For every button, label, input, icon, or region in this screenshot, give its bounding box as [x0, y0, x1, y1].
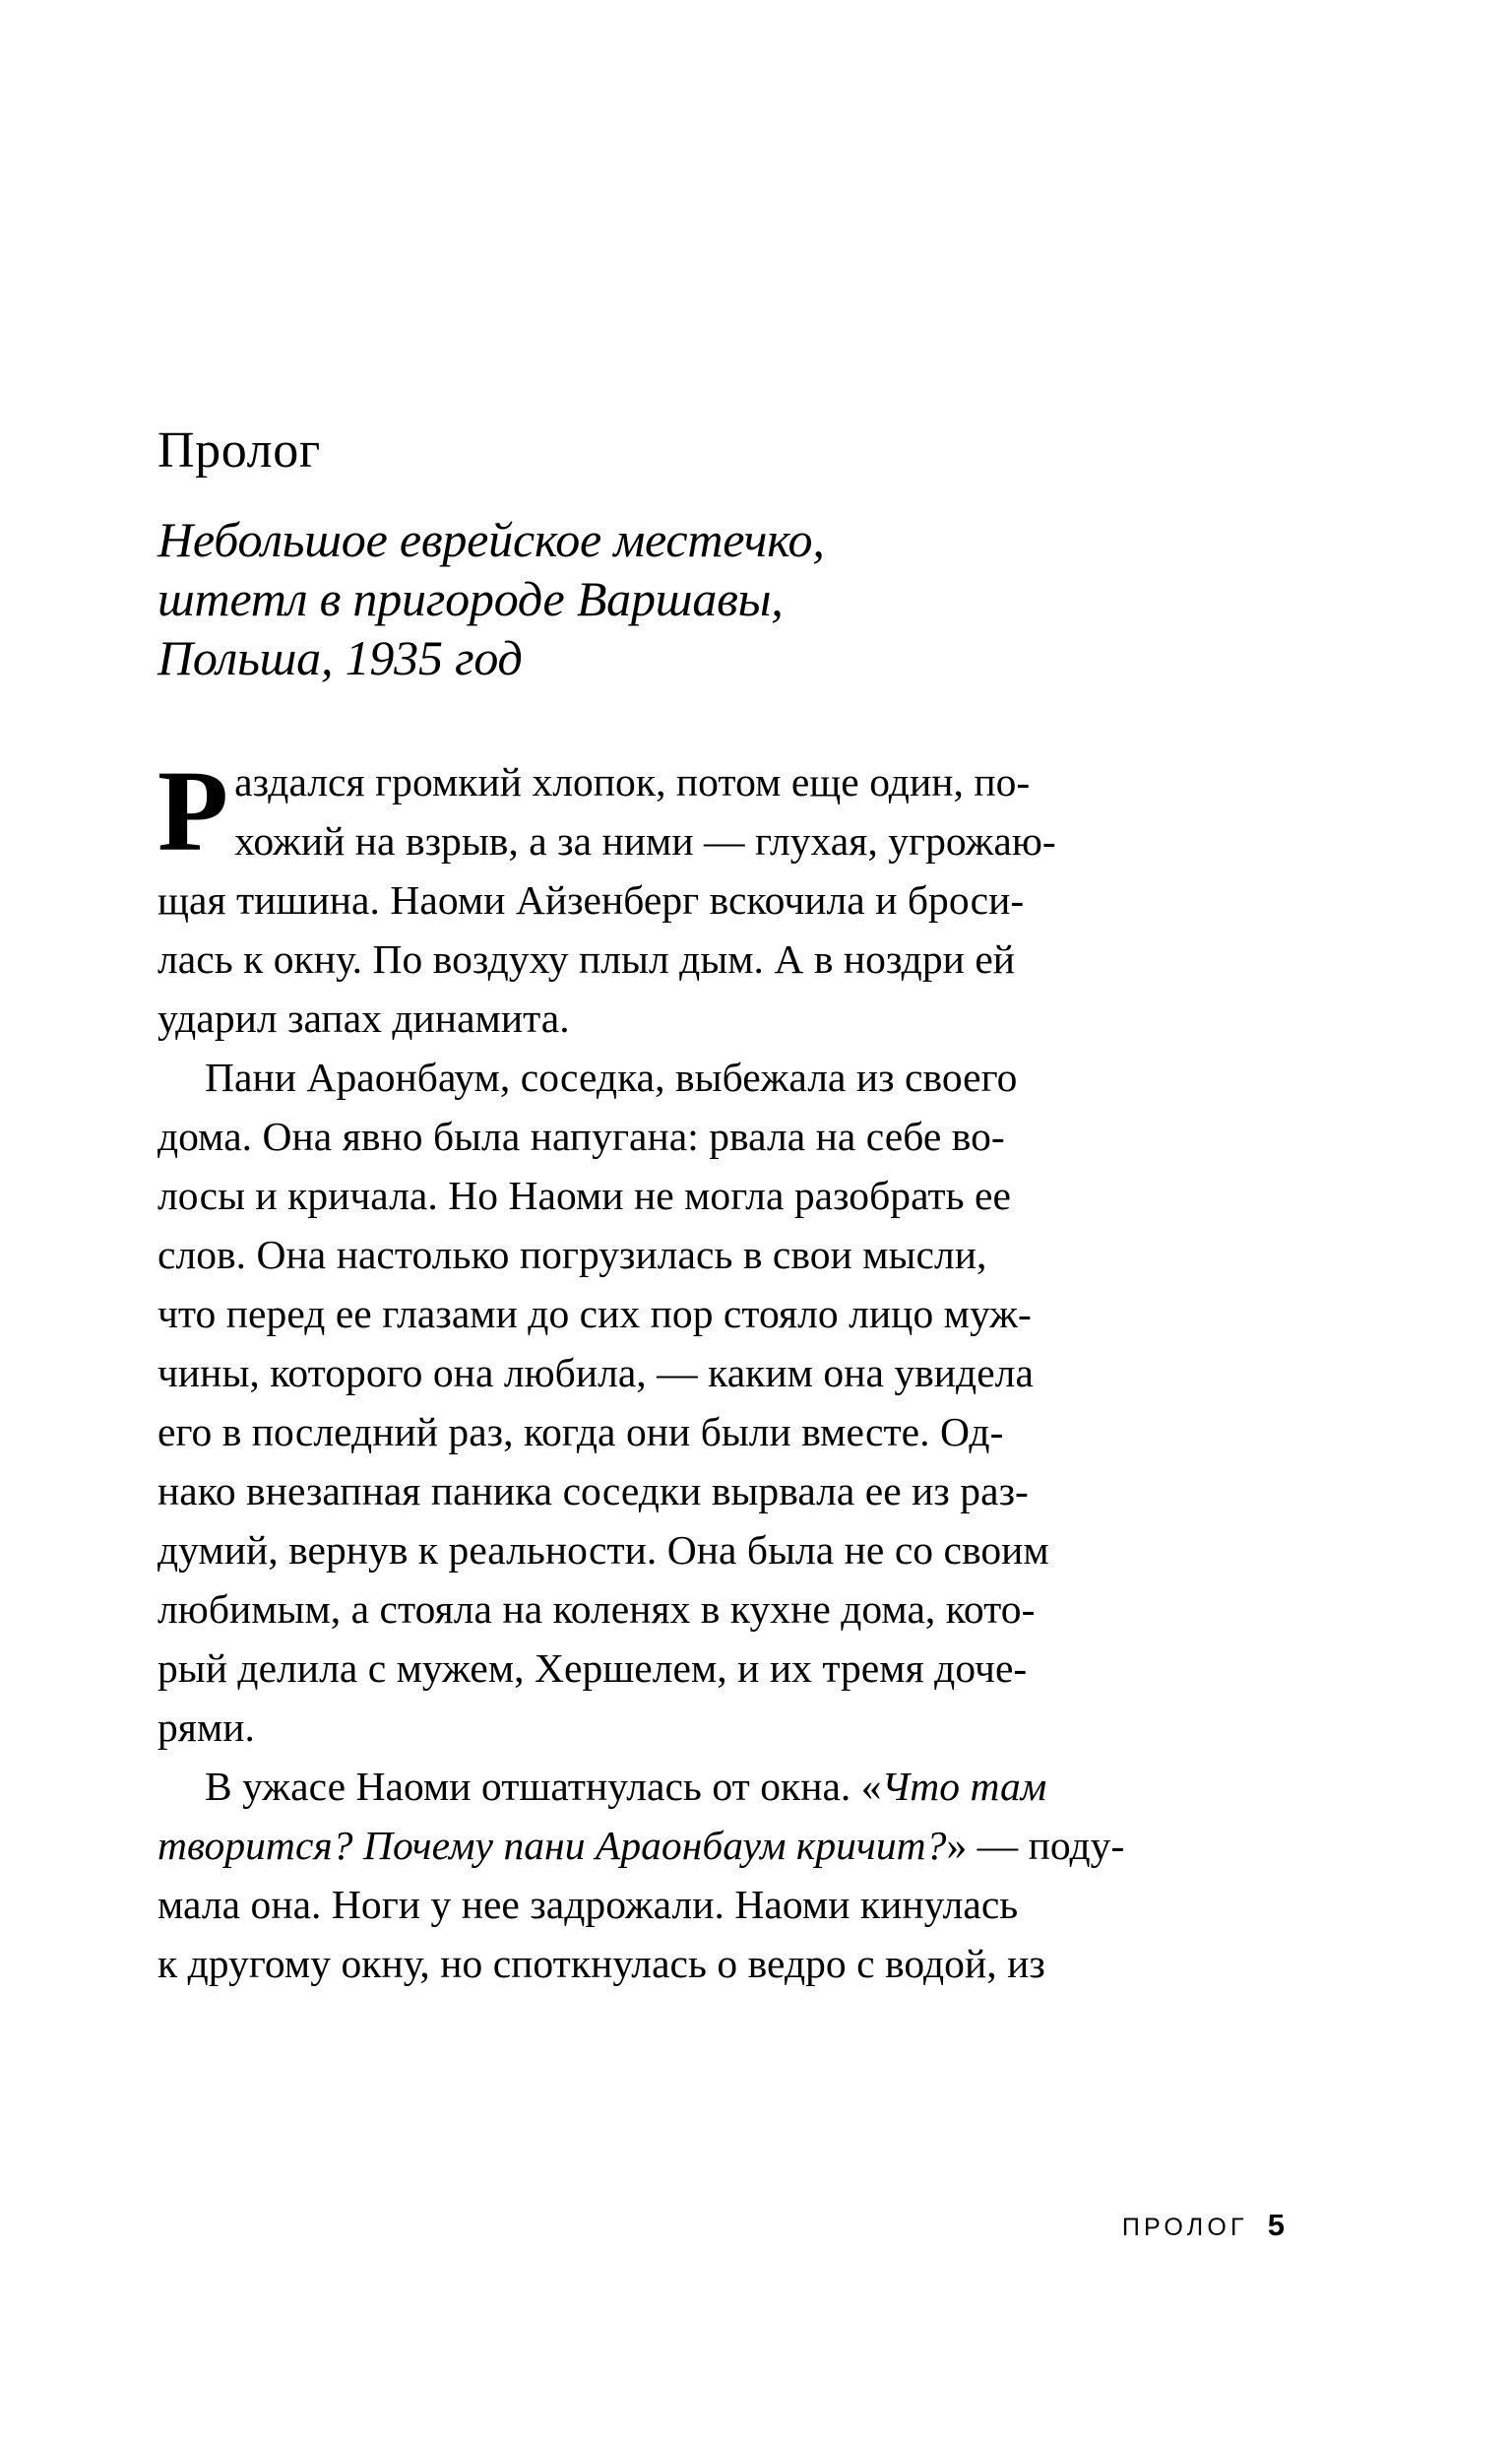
paragraph-3-line-4: к другому окну, но споткнулась о ведро с водой, из — [158, 1941, 1045, 1986]
page-content — [158, 0, 1285, 1993]
paragraph-2-line-2: дома. Она явно была напугана: рвала на себе во- — [158, 1114, 1005, 1159]
paragraph-2-line-1: Пани Араонбаум, соседка, выбежала из своего — [205, 1055, 1018, 1100]
paragraph-2-line-3: лосы и кричала. Но Наоми не могла разобрать ее — [158, 1173, 1011, 1218]
paragraph-1-line-4: лась к окну. По воздуху плыл дым. А в ноздри ей — [158, 936, 1016, 982]
paragraph-1-line-5: ударил запах динамита. — [158, 996, 570, 1041]
paragraph-1 — [158, 752, 1285, 1048]
chapter-subtitle — [158, 477, 1285, 687]
paragraph-1-line-3: щая тишина. Наоми Айзенберг вскочила и броси- — [158, 877, 1025, 923]
running-head: ПРОЛОГ — [1121, 2214, 1248, 2241]
paragraph-2-line-10: любимым, а стояла на коленях в кухне дома, кото- — [158, 1586, 1036, 1632]
chapter-label: Пролог — [158, 422, 321, 479]
chapter-subtitle-line-1: Небольшое еврейское местечко, — [158, 512, 825, 567]
paragraph-3-line-1 — [158, 1757, 1285, 1816]
paragraph-3-line-3: мала она. Ноги у нее задрожали. Наоми кинулась — [158, 1882, 1019, 1927]
paragraph-3-line-1-plain: В ужасе Наоми отшатнулась от окна. « — [205, 1764, 882, 1809]
paragraph-2-line-5: что перед ее глазами до сих пор стояло лицо муж- — [158, 1291, 1032, 1336]
paragraph-1-line-2: хожий на взрыв, а за ними — глухая, угрожаю- — [234, 818, 1056, 864]
chapter-subtitle-line-2: штетл в пригороде Варшавы, — [158, 571, 784, 626]
page-number: 5 — [1267, 2208, 1285, 2242]
paragraph-3-line-2 — [158, 1816, 1285, 1875]
paragraph-3-line-1-italic: Что там — [881, 1764, 1047, 1809]
paragraph-2 — [158, 1048, 1285, 1757]
chapter-subtitle-line-3: Польша, 1935 год — [158, 630, 523, 685]
paragraph-3-line-2-italic: творится? Почему пани Араонбаум кричит? — [158, 1823, 947, 1868]
body-text — [158, 687, 1285, 1993]
paragraph-2-line-4: слов. Она настолько погрузилась в свои мысли, — [158, 1232, 987, 1277]
paragraph-1-line-1: аздался громкий хлопок, потом еще один, по- — [234, 759, 1031, 804]
paragraph-2-line-11: рый делила с мужем, Хершелем, и их тремя доче- — [158, 1645, 1028, 1691]
paragraph-2-line-7: его в последний раз, когда они были вместе. Од- — [158, 1409, 1004, 1454]
paragraph-2-line-12: рями. — [158, 1704, 255, 1750]
paragraph-3-line-2-plain: » — поду- — [946, 1823, 1125, 1868]
paragraph-2-line-8: нако внезапная паника соседки вырвала ее из раз- — [158, 1468, 1029, 1513]
page-footer — [0, 2208, 1512, 2243]
paragraph-2-line-9: думий, вернув к реальности. Она была не со своим — [158, 1527, 1049, 1573]
paragraph-2-line-6: чины, которого она любила, — каким она увидела — [158, 1350, 1034, 1395]
drop-cap: Р — [158, 752, 229, 875]
paragraph-3 — [158, 1757, 1285, 1993]
